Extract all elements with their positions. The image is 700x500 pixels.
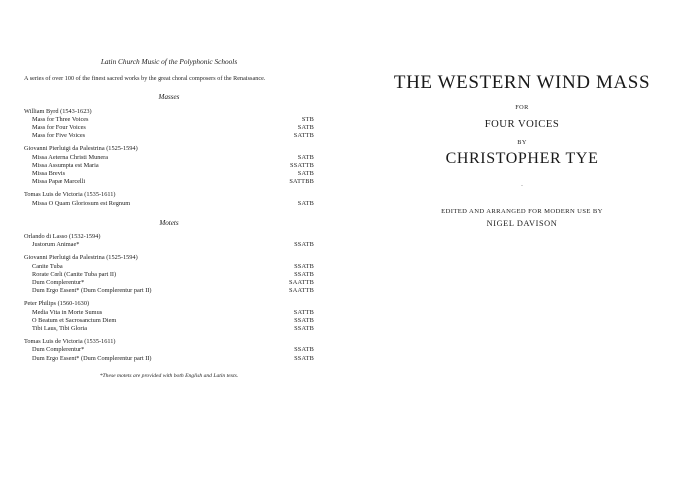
work-row — [24, 355, 314, 363]
composer-name: Tomas Luis de Victoria (1535-1611) — [24, 338, 116, 346]
series-title: Latin Church Music of the Polyphonic Schools — [100, 57, 238, 66]
composer-block — [24, 300, 314, 333]
work-voicing: SSATB — [294, 241, 314, 249]
masses-heading: Masses — [158, 93, 180, 102]
work-row — [24, 317, 314, 325]
composer-name: CHRISTOPHER TYE — [445, 150, 599, 167]
work-title: Justorum Animae* — [32, 241, 80, 249]
work-voicing: SSATB — [294, 325, 314, 333]
by-label: BY — [517, 139, 527, 146]
work-voicing: SSATB — [294, 316, 314, 324]
work-row — [24, 132, 314, 140]
editor-name: NIGEL DAVISON — [486, 219, 558, 228]
motets-heading: Motets — [159, 218, 179, 227]
work-row — [24, 263, 314, 271]
work-title: THE WESTERN WIND MASS — [393, 72, 651, 93]
work-voicing: SSATTB — [290, 161, 314, 169]
catalogue-page — [24, 58, 314, 380]
work-voicing: SATTBB — [289, 178, 314, 186]
series-intro: A series of over 100 of the finest sacred works by the great choral composers of the Renaissance. — [24, 76, 266, 83]
work-title: Rorate Cœli (Canite Tuba part II) — [32, 270, 117, 278]
composer-block — [24, 233, 314, 249]
footnote: *These motets are provided with both English and Latin texts. — [99, 372, 239, 379]
work-row — [24, 178, 314, 186]
work-title: Dum Complerentur* — [32, 346, 85, 354]
work-row — [24, 170, 314, 178]
work-title: Missa Brevis — [32, 170, 66, 178]
composer-block — [24, 191, 314, 207]
work-title: Media Vita in Morte Sumus — [32, 308, 103, 316]
work-row — [24, 271, 314, 279]
work-title: Missa Papæ Marcelli — [32, 178, 86, 186]
composer-name: Peter Philips (1560-1630) — [24, 300, 90, 308]
work-row — [24, 346, 314, 354]
work-title: Missa O Quam Gloriosum est Regnum — [32, 199, 131, 207]
editor-credit-label: EDITED AND ARRANGED FOR MODERN USE BY — [441, 208, 603, 215]
work-voicing: SSATB — [294, 262, 314, 270]
work-row — [24, 116, 314, 124]
work-voicing: SATB — [297, 199, 314, 207]
work-title: Mass for Five Voices — [32, 132, 86, 140]
work-row — [24, 162, 314, 170]
work-row — [24, 309, 314, 317]
composer-block — [24, 338, 314, 363]
work-row — [24, 287, 314, 295]
work-title: Tibi Laus, Tibi Gloria — [32, 325, 88, 333]
for-label: FOR — [515, 104, 529, 111]
work-voicing: SATTB — [293, 308, 314, 316]
work-voicing: STB — [301, 115, 314, 123]
work-voicing: SAATTB — [289, 287, 314, 295]
composer-block — [24, 108, 314, 141]
work-title: Missa Assumpta est Maria — [32, 161, 99, 169]
work-voicing: SSATB — [294, 354, 314, 362]
composer-name: Giovanni Pierluigi da Palestrina (1525-1594) — [24, 254, 138, 262]
work-title: Mass for Four Voices — [32, 124, 86, 132]
title-page — [372, 72, 672, 228]
motets-list — [24, 233, 314, 363]
work-row — [24, 200, 314, 208]
work-title: Canite Tuba — [32, 262, 63, 270]
ornament-dot: . — [521, 182, 523, 188]
work-title: Dum Complerentur* — [32, 279, 85, 287]
composer-block — [24, 145, 314, 186]
work-title: Mass for Three Voices — [32, 115, 89, 123]
work-voicing: SATB — [297, 124, 314, 132]
work-voicing: SATTB — [293, 132, 314, 140]
work-row — [24, 325, 314, 333]
composer-name: William Byrd (1543-1623) — [24, 107, 92, 115]
work-row — [24, 279, 314, 287]
composer-name: Giovanni Pierluigi da Palestrina (1525-1594) — [24, 145, 138, 153]
work-voicing: SATB — [297, 170, 314, 178]
composer-block — [24, 254, 314, 295]
work-voicing: SATB — [297, 153, 314, 161]
work-title: Missa Aeterna Christi Munera — [32, 153, 109, 161]
composer-name: Orlando di Lasso (1532-1594) — [24, 233, 101, 241]
work-title: Dum Ergo Essent* (Dum Complerentur part II) — [32, 354, 152, 362]
work-row — [24, 241, 314, 249]
work-row — [24, 154, 314, 162]
voicing: FOUR VOICES — [484, 119, 560, 130]
work-row — [24, 124, 314, 132]
work-voicing: SSATB — [294, 346, 314, 354]
work-title: Dum Ergo Essent* (Dum Complerentur part II) — [32, 287, 152, 295]
composer-name: Tomas Luis de Victoria (1535-1611) — [24, 191, 116, 199]
work-voicing: SAATTB — [289, 279, 314, 287]
masses-list — [24, 108, 314, 208]
work-title: O Beatum et Sacrosanctum Diem — [32, 316, 117, 324]
work-voicing: SSATB — [294, 270, 314, 278]
